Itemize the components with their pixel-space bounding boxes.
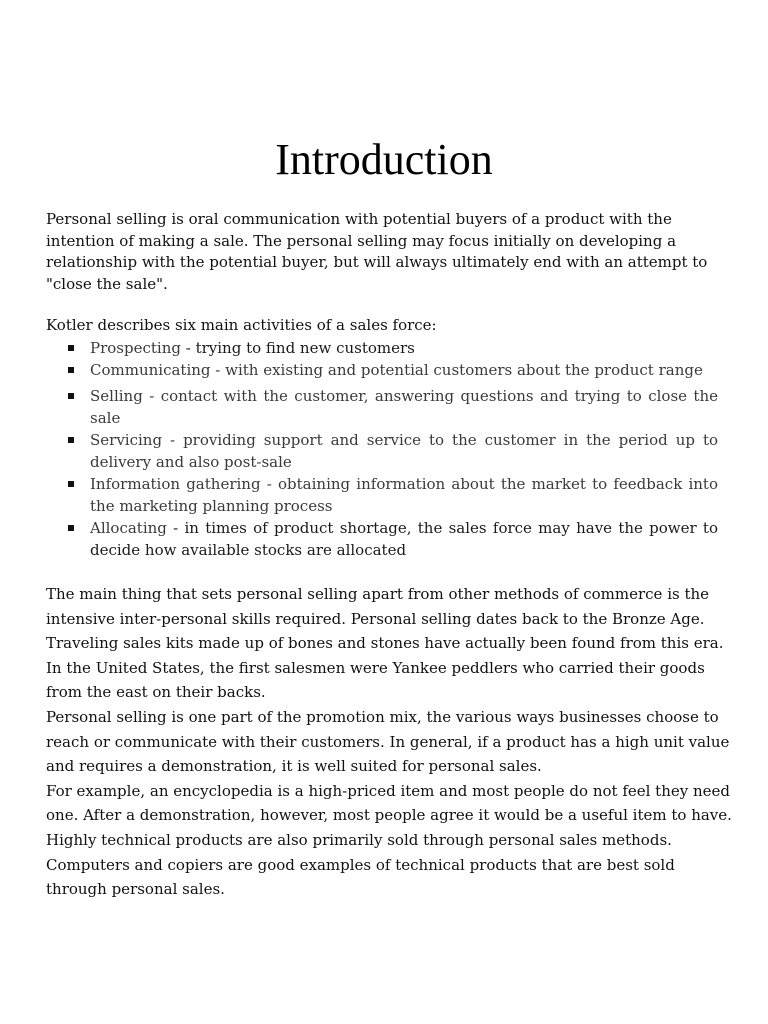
activity-term: Information gathering (90, 475, 261, 493)
activity-term: Prospecting (90, 339, 181, 357)
body-paragraph: For example, an encyclopedia is a high-priced item and most people do not feel they need one. After a demonstration, however, most people agree it would be a useful item to have. Highly technical products are also primarily sold through personal sales methods. Computers and copiers are good examples of technical products that are best sold through personal sales. (46, 781, 732, 899)
page-title: Introduction (275, 135, 493, 184)
body-paragraph: The main thing that sets personal selling apart from other methods of commerce is the intensive inter-personal skills required. Personal selling dates back to the Bronze Age. Traveling sales kits made up of bones and stones have actually been found from this era. In the United States, the first salesmen were Yankee peddlers who carried their goods from the east on their backs. (46, 585, 724, 702)
activity-description: - contact with the customer, answering questions and trying to close the sale (90, 387, 718, 427)
activity-description: - in times of product shortage, the sales force may have the power to decide how available stocks are allocated (90, 519, 718, 559)
activity-description: - providing support and service to the customer in the period up to delivery and also post-sale (90, 431, 718, 471)
activity-term: Communicating (90, 361, 211, 379)
square-bullet-icon (68, 345, 74, 351)
list-item (46, 473, 718, 517)
square-bullet-icon (68, 437, 74, 443)
activity-term: Allocating (90, 519, 167, 537)
activities-intro: Kotler describes six main activities of a sales force: (46, 316, 437, 334)
list-item (46, 385, 718, 429)
activity-description: - obtaining information about the market to feedback into the marketing planning process (90, 475, 718, 515)
list-item (46, 517, 718, 561)
activity-term: Servicing (90, 431, 163, 449)
intro-paragraph: Personal selling is oral communication with potential buyers of a product with the intention of making a sale. The personal selling may focus initially on developing a relationship with the potential buyer, but will always ultimately end with an attempt to "close the sale". (46, 210, 708, 293)
body-paragraph: Personal selling is one part of the promotion mix, the various ways businesses choose to reach or communicate with their customers. In general, if a product has a high unit value and requires a demonstration, it is well suited for personal sales. (46, 707, 730, 776)
square-bullet-icon (68, 393, 74, 399)
activity-description: - with existing and potential customers about the product range (210, 361, 703, 379)
list-item (46, 337, 718, 359)
list-item (46, 429, 718, 473)
list-item (46, 359, 718, 381)
activities-list (46, 337, 718, 561)
square-bullet-icon (68, 481, 74, 487)
square-bullet-icon (68, 525, 74, 531)
activity-description: - trying to find new customers (180, 339, 415, 357)
body-text (46, 582, 736, 902)
square-bullet-icon (68, 367, 74, 373)
activity-term: Selling (90, 387, 143, 405)
